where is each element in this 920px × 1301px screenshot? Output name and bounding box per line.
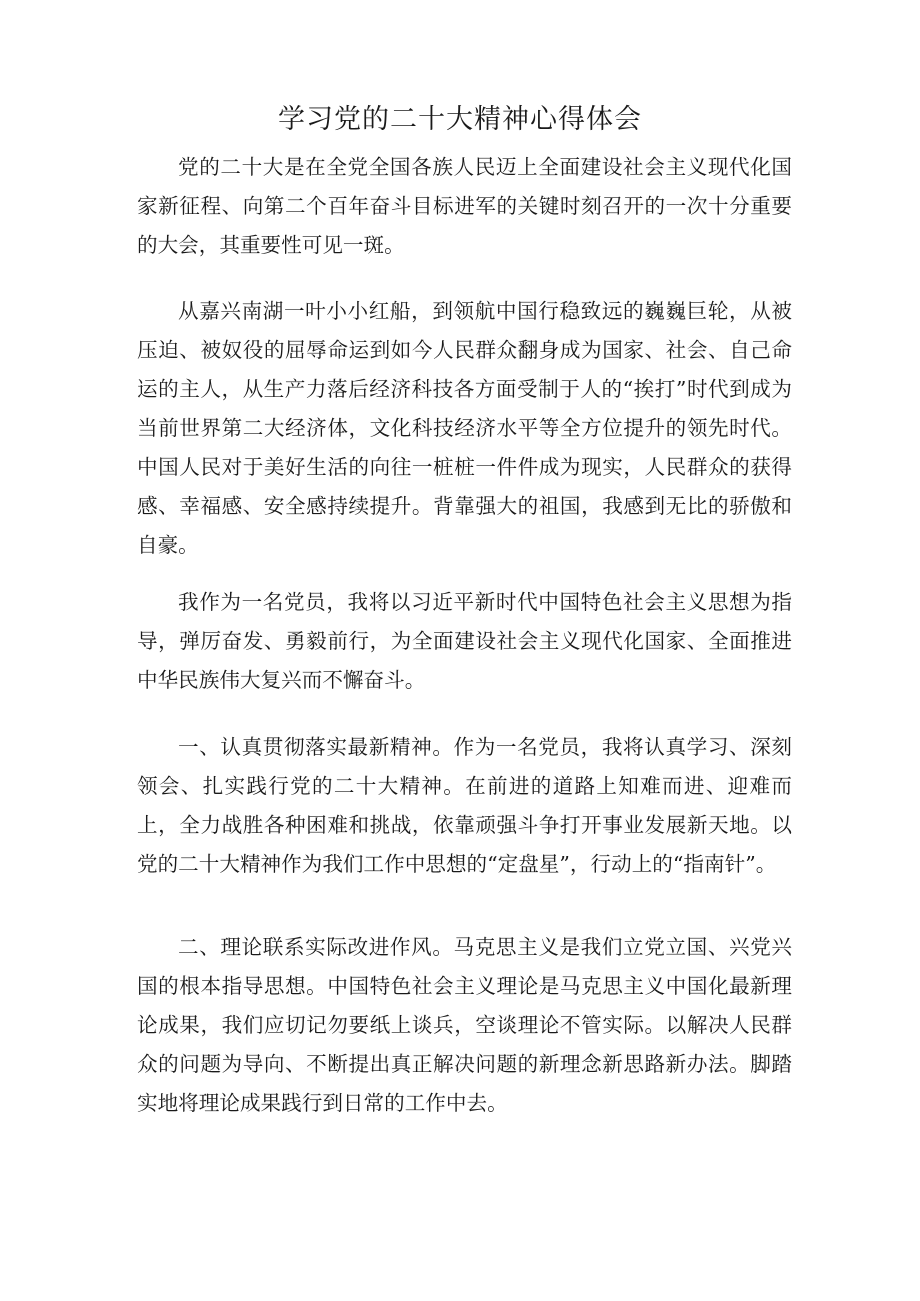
paragraph-intro: 党的二十大是在全党全国各族人民迈上全面建设社会主义现代化国家新征程、向第二个百年奋斗目标进军的关键时刻召开的一次十分重要的大会，其重要性可见一斑。 — [137, 155, 792, 257]
paragraph-point-two: 二、理论联系实际改进作风。马克思主义是我们立党立国、兴党兴国的根本指导思想。中国特色社会主义理论是马克思主义中国化最新理论成果，我们应切记勿要纸上谈兵，空谈理论不管实际。以解决人民群众的问题为导向、不断提出真正解决问题的新理念新思路新办法。脚踏实地将理论成果践行到日常的工作中去。 — [137, 935, 792, 1115]
document-title: 学习党的二十大精神心得体会 — [278, 104, 642, 135]
paragraph-history: 从嘉兴南湖一叶小小红船，到领航中国行稳致远的巍巍巨轮，从被压迫、被奴役的屈辱命运到如今人民群众翻身成为国家、社会、自己命运的主人，从生产力落后经济科技各方面受制于人的“挨打”时代到成为当前世界第二大经济体，文化科技经济水平等全方位提升的领先时代。中国人民对于美好生活的向往一桩桩一件件成为现实，人民群众的获得感、幸福感、安全感持续提升。背靠强大的祖国，我感到无比的骄傲和自豪。 — [137, 299, 792, 557]
paragraph-point-one: 一、认真贯彻落实最新精神。作为一名党员，我将认真学习、深刻领会、扎实践行党的二十大精神。在前进的道路上知难而进、迎难而上，全力战胜各种困难和挑战，依靠顽强斗争打开事业发展新天地。以党的二十大精神作为我们工作中思想的“定盘星”，行动上的“指南针”。 — [137, 735, 792, 876]
paragraph-commitment: 我作为一名党员，我将以习近平新时代中国特色社会主义思想为指导，弹厉奋发、勇毅前行，为全面建设社会主义现代化国家、全面推进中华民族伟大复兴而不懈奋斗。 — [137, 590, 792, 692]
